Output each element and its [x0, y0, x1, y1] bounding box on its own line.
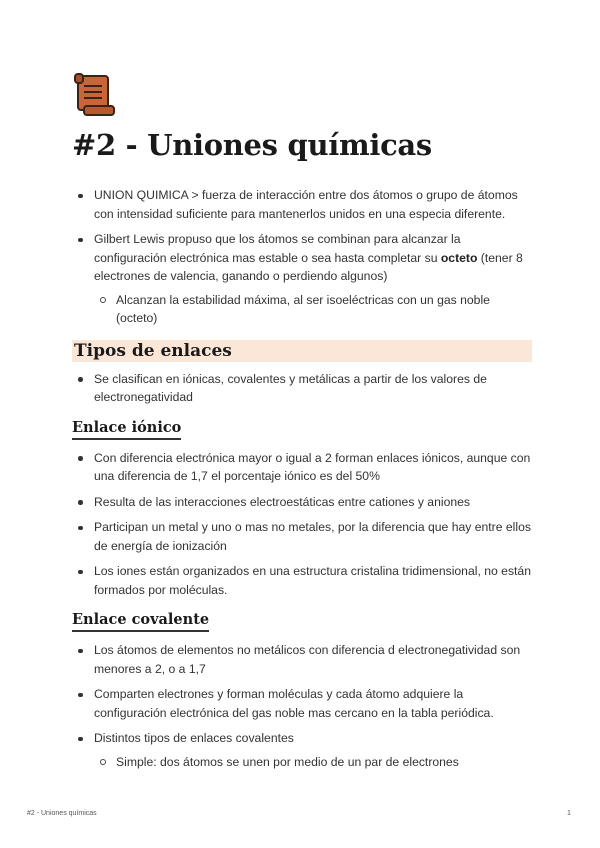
list-item: Los átomos de elementos no metálicos con diferencia d electronegatividad son menores a 2, o a 1,7 — [72, 641, 532, 678]
subheading-covalente: Enlace covalente — [72, 611, 209, 632]
tipos-list — [72, 370, 532, 407]
sublist-item: Simple: dos átomos se unen por medio de un par de electrones — [94, 753, 532, 772]
list-item: Comparten electrones y forman moléculas y cada átomo adquiere la configuración electrónica del gas noble mas cercano en la tabla periódica. — [72, 685, 532, 722]
list-item: Participan un metal y uno o mas no metales, por la diferencia que hay entre ellos de energía de ionización — [72, 518, 532, 555]
footer-title: #2 - Uniones químicas — [27, 810, 97, 817]
sublist-item: Alcanzan la estabilidad máxima, al ser isoeléctricas con un gas noble (octeto) — [94, 291, 532, 328]
subheading-ionico: Enlace iónico — [72, 419, 181, 440]
list-item: Resulta de las interacciones electroestáticas entre cationes y aniones — [72, 493, 532, 512]
bold-term: octeto — [440, 250, 478, 265]
list-item: Se clasifican en iónicas, covalentes y metálicas a partir de los valores de electronegatividad — [72, 370, 532, 407]
covalente-list — [72, 641, 532, 771]
intro-sublist — [94, 291, 532, 328]
intro-list — [72, 186, 532, 328]
list-item: Los iones están organizados en una estructura cristalina tridimensional, no están formados por moléculas. — [72, 562, 532, 599]
covalente-sublist — [94, 753, 532, 772]
section-heading-tipos: Tipos de enlaces — [72, 340, 532, 362]
scroll-icon — [72, 72, 118, 118]
list-item: UNION QUIMICA > fuerza de interacción entre dos átomos o grupo de átomos con intensidad suficiente para mantenerlos unidos en una especia diferente. — [72, 186, 532, 223]
page-content — [72, 186, 532, 778]
page-number: 1 — [567, 810, 571, 817]
list-item: Gilbert Lewis propuso que los átomos se combinan para alcanzar la configuración electrónica mas estable o sea hasta completar su octeto (tener 8 electrones de valencia, ganando o perdiendo algunos) Alcanzan la estabilidad máxima, al ser isoeléctricas con un gas noble (octeto) — [72, 230, 532, 328]
ionico-list — [72, 449, 532, 600]
page-title: #2 - Uniones químicas — [72, 128, 432, 162]
list-item: Distintos tipos de enlaces covalentes Simple: dos átomos se unen por medio de un par de electrones — [72, 729, 532, 771]
list-item: Con diferencia electrónica mayor o igual a 2 forman enlaces iónicos, aunque con una diferencia de 1,7 el porcentaje iónico es del 50% — [72, 449, 532, 486]
